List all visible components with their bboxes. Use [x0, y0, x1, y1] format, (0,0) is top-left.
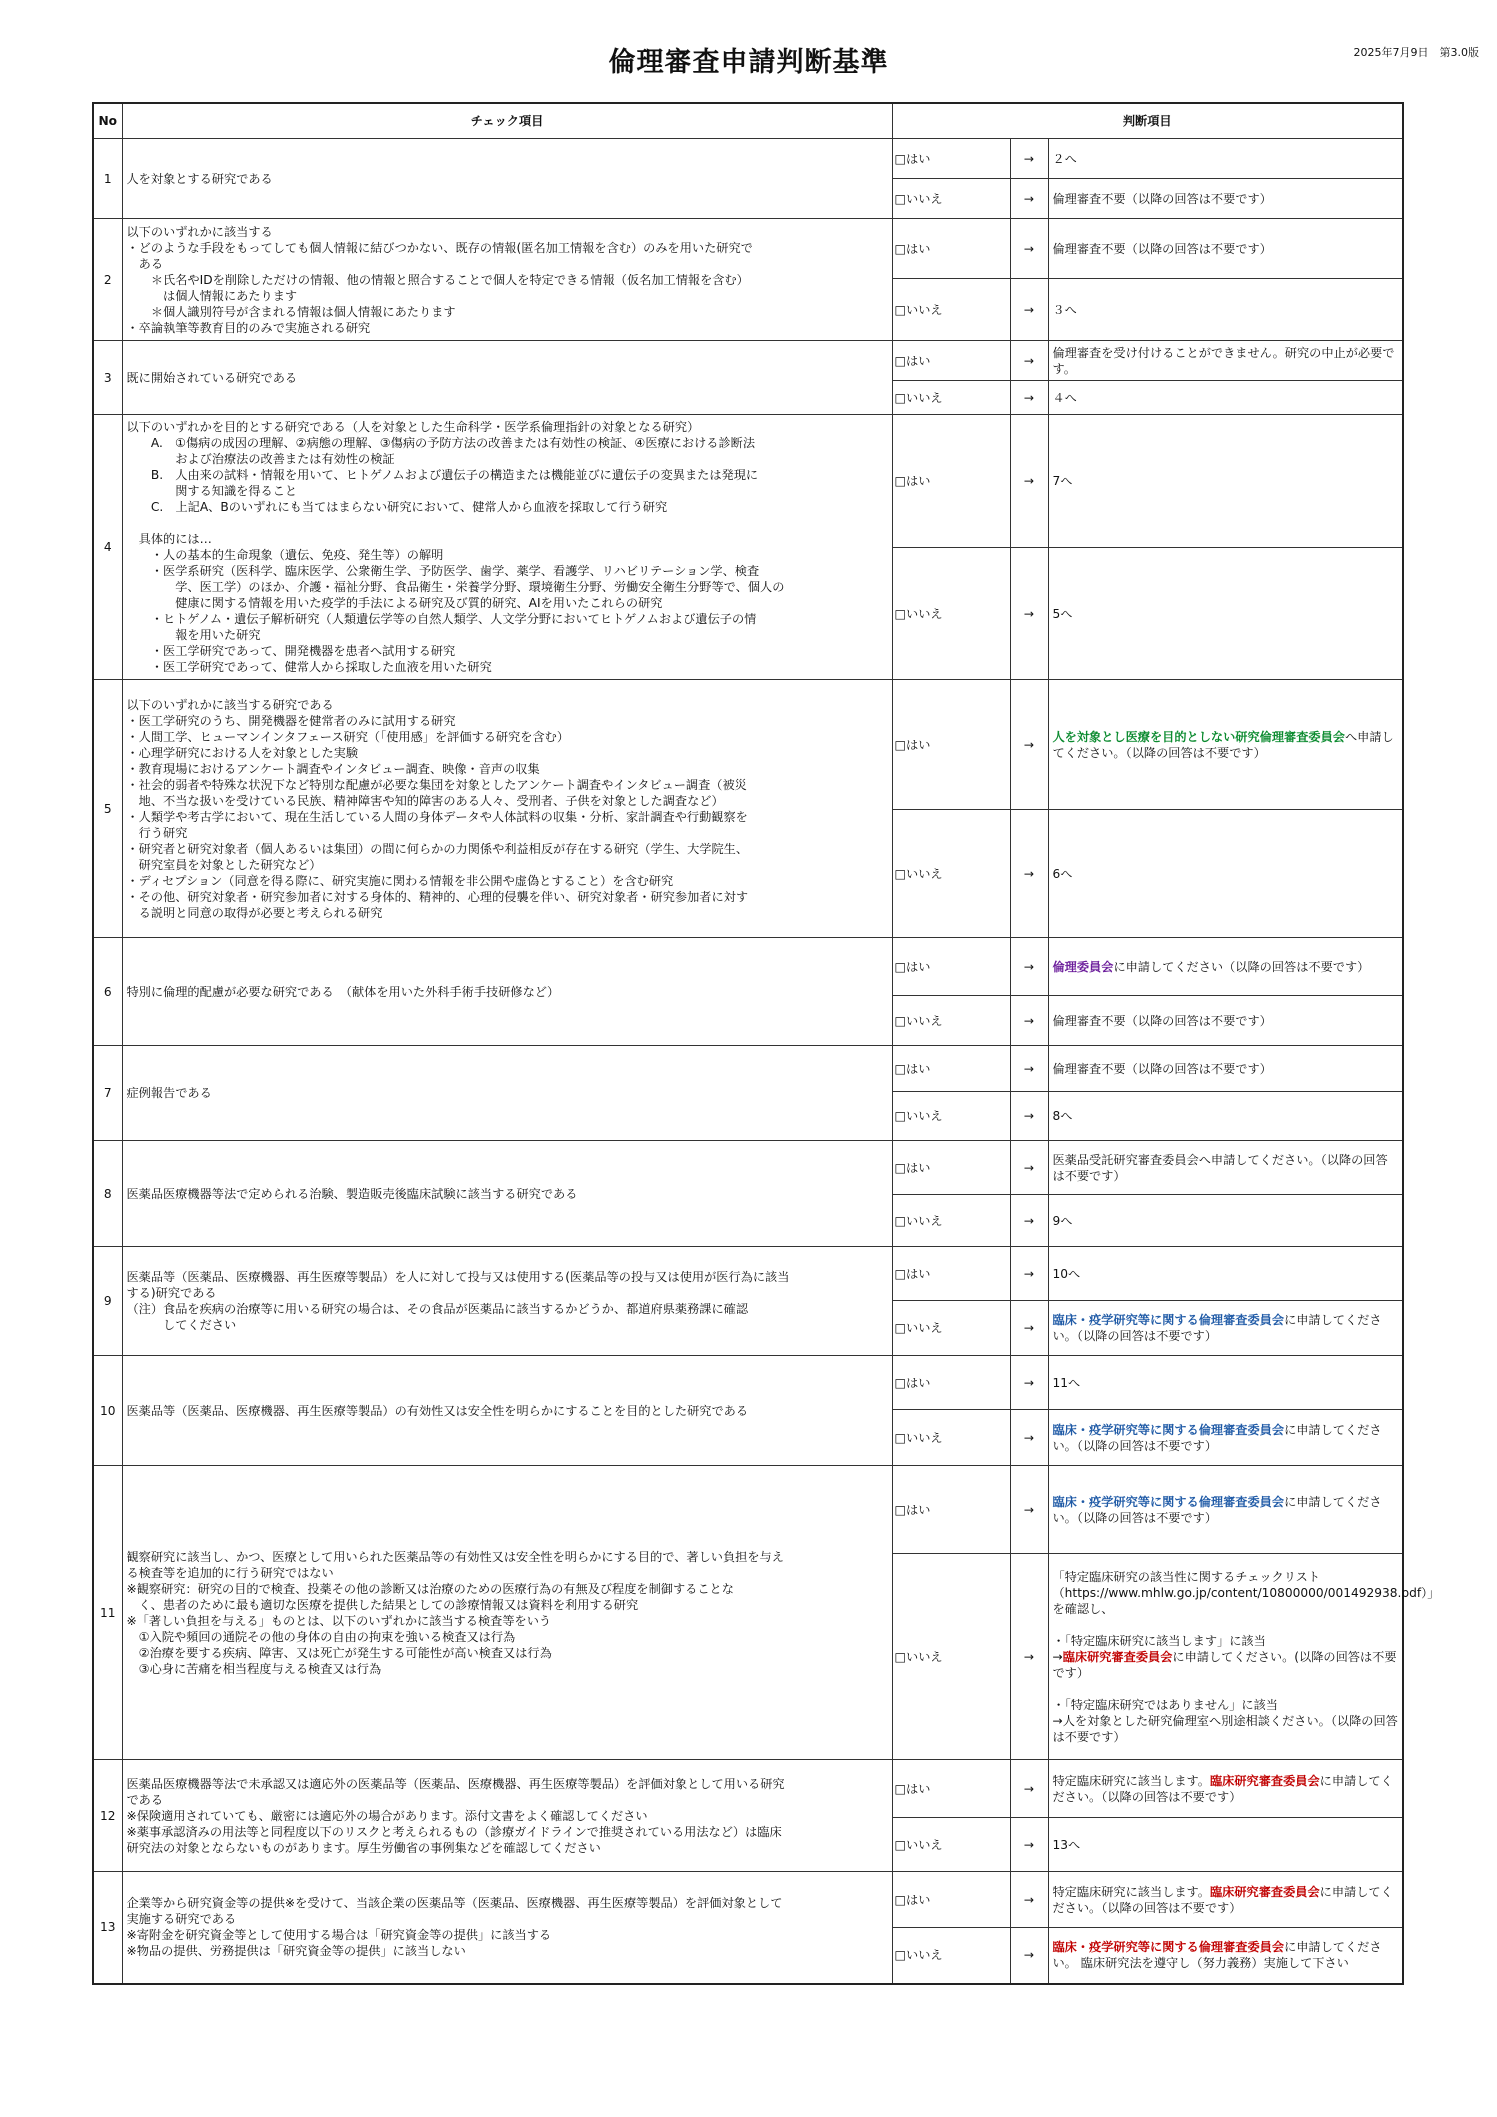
arrow-icon: →: [1010, 1466, 1048, 1554]
check-line: および治療法の改善または有効性の検証: [126, 452, 395, 466]
check-item: [122, 680, 892, 938]
committee-name: 臨床・疫学研究等に関する倫理審査委員会: [1052, 1313, 1285, 1327]
committee-name: 臨床・疫学研究等に関する倫理審査委員会: [1052, 1940, 1285, 1955]
result-cell: [1048, 1466, 1403, 1554]
check-line: C. 上記A、Bのいずれにも当てはまらない研究において、健常人から血液を採取して行う研究: [126, 500, 668, 514]
result-cell: [1048, 415, 1403, 548]
yes-checkbox[interactable]: □はい: [892, 415, 1010, 548]
arrow-icon: →: [1010, 1818, 1048, 1872]
result-line: [1053, 1633, 1399, 1649]
check-line: ・心理学研究における人を対象とした実験: [126, 745, 359, 760]
arrow-icon: →: [1010, 548, 1048, 680]
yes-checkbox[interactable]: □はい: [892, 1760, 1010, 1818]
check-line: 研究室員を対象とした研究など）: [126, 857, 322, 872]
check-line: B. 人由来の試料・情報を用いて、ヒトゲノムおよび遺伝子の構造または機能並びに遺伝子の変異または発現に: [126, 468, 759, 482]
check-line: る説明と同意の取得が必要と考えられる研究: [126, 905, 383, 920]
yes-checkbox[interactable]: □はい: [892, 680, 1010, 810]
check-line: ＊個人識別符号が含まれる情報は個人情報にあたります: [126, 304, 456, 319]
result-cell: [1048, 179, 1403, 219]
arrow-icon: →: [1010, 996, 1048, 1046]
check-item: [122, 1466, 892, 1760]
item-number: 13: [93, 1872, 122, 1984]
result-cell: [1048, 1872, 1403, 1928]
check-item: [122, 1046, 892, 1141]
check-line: 具体的には…: [126, 532, 212, 546]
check-line: 医薬品医療機器等法で定められる治験、製造販売後臨床試験に該当する研究である: [126, 1186, 578, 1201]
yes-checkbox[interactable]: □はい: [892, 1247, 1010, 1301]
check-line: 報を用いた研究: [126, 628, 261, 642]
result-text: →人を対象とした研究倫理室へ別途相談ください。（以降の回答は不要です）: [1052, 1713, 1398, 1744]
result-cell: [1048, 1818, 1403, 1872]
header-no: No: [93, 103, 122, 139]
table-row: [93, 415, 1403, 548]
check-line: ・医学系研究（医科学、臨床医学、公衆衛生学、予防医学、歯学、薬学、看護学、リハビリテーション学、検査: [126, 564, 760, 578]
check-line: ※保険適用されていても、厳密には適応外の場合があります。添付文書をよく確認してください: [126, 1808, 648, 1823]
result-cell: [1048, 1195, 1403, 1247]
result-cell: [1048, 1356, 1403, 1410]
table-row: [93, 139, 1403, 179]
result-text: 医薬品受託研究審査委員会へ申請してください。（以降の回答は不要です）: [1052, 1152, 1388, 1183]
result-text: 倫理審査不要（以降の回答は不要です）: [1052, 1013, 1272, 1028]
check-line: ※寄附金を研究資金等として使用する場合は「研究資金等の提供」に該当する: [126, 1928, 552, 1943]
item-number: 9: [93, 1247, 122, 1356]
spacer: [1053, 1681, 1399, 1697]
result-text: ３へ: [1052, 302, 1077, 317]
check-item: [122, 1760, 892, 1872]
check-line: ・卒論執筆等教育目的のみで実施される研究: [126, 320, 371, 335]
result-cell: [1048, 1928, 1403, 1984]
result-text: 特定臨床研究に該当します。: [1052, 1773, 1210, 1788]
check-item: [122, 938, 892, 1046]
item-number: 10: [93, 1356, 122, 1466]
table-row: [93, 1356, 1403, 1410]
result-line: [1052, 1569, 1440, 1617]
arrow-icon: →: [1010, 1046, 1048, 1092]
result-cell: [1048, 548, 1403, 680]
check-line: 以下のいずれかに該当する: [126, 224, 273, 239]
arrow-icon: →: [1010, 1410, 1048, 1466]
result-cell: [1048, 996, 1403, 1046]
check-line: ・教育現場におけるアンケート調査やインタビュー調査、映像・音声の収集: [126, 761, 540, 776]
arrow-icon: →: [1010, 1554, 1048, 1760]
check-line: 特別に倫理的配慮が必要な研究である （献体を用いた外科手術手技研修など）: [126, 984, 560, 999]
check-line: 症例報告である: [126, 1086, 212, 1100]
result-cell: [1048, 341, 1403, 381]
result-text: に申請してください。 臨床研究法を遵守し（努力義務）実施して下さい: [1052, 1940, 1382, 1971]
no-checkbox[interactable]: □いいえ: [892, 279, 1010, 341]
result-cell: [1048, 1760, 1403, 1818]
check-line: ・ヒトゲノム・遺伝子解析研究（人類遺伝学等の自然人類学、人文学分野においてヒトゲノムおよび遺伝子の情: [126, 612, 757, 626]
no-checkbox[interactable]: □いいえ: [892, 1092, 1010, 1141]
yes-checkbox[interactable]: □はい: [892, 219, 1010, 279]
check-line: 以下のいずれかを目的とする研究である（人を対象とした生命科学・医学系倫理指針の対象となる研究）: [126, 420, 700, 434]
check-line: ・どのような手段をもってしても個人情報に結びつかない、既存の情報(匿名加工情報を含む）のみを用いた研究で: [126, 240, 753, 255]
check-line: 医薬品医療機器等法で未承認又は適応外の医薬品等（医薬品、医療機器、再生医療等製品）を評価対象として用いる研究: [126, 1776, 785, 1791]
check-line: 行う研究: [126, 825, 188, 840]
header-judge: 判断項目: [892, 103, 1403, 139]
no-checkbox[interactable]: □いいえ: [892, 179, 1010, 219]
check-line: ・研究者と研究対象者（個人あるいは集団）の間に何らかの力関係や利益相反が存在する研究（学生、大学院生、: [126, 841, 749, 856]
result-text: 7へ: [1052, 474, 1073, 488]
arrow-icon: →: [1010, 341, 1048, 381]
no-checkbox[interactable]: □いいえ: [892, 1410, 1010, 1466]
arrow-icon: →: [1010, 810, 1048, 938]
result-text: に申請してください。（以降の回答は不要です）: [1052, 1313, 1382, 1343]
check-line: ※観察研究：研究の目的で検査、投薬その他の診断又は治療のための医療行為の有無及び程度を制御することな: [126, 1581, 734, 1596]
check-item: [122, 219, 892, 341]
arrow-icon: →: [1010, 1092, 1048, 1141]
check-item: [122, 415, 892, 680]
result-cell: [1048, 1141, 1403, 1195]
arrow-icon: →: [1010, 1195, 1048, 1247]
result-text: に申請してください。（以降の回答は不要です）: [1052, 1884, 1393, 1915]
check-line: ・人類学や考古学において、現在生活している人間の身体データや人体試料の収集・分析、家計調査や行動観察を: [126, 809, 748, 824]
no-checkbox[interactable]: □いいえ: [892, 1818, 1010, 1872]
committee-name: 人を対象とし医療を目的としない研究倫理審査委員会: [1052, 729, 1345, 744]
result-cell: [1048, 1410, 1403, 1466]
result-cell: [1048, 938, 1403, 996]
page-title: 倫理審査申請判断基準: [608, 47, 889, 78]
yes-checkbox[interactable]: □はい: [892, 1141, 1010, 1195]
result-text: 5へ: [1052, 606, 1073, 621]
committee-name: 臨床・疫学研究等に関する倫理審査委員会: [1052, 1422, 1285, 1437]
check-item: [122, 1247, 892, 1356]
table-row: [93, 938, 1403, 996]
result-text: に申請してください。（以降の回答は不要です）: [1052, 1494, 1382, 1525]
check-line: してください: [126, 1318, 237, 1332]
item-number: 3: [93, 341, 122, 415]
check-line: ・医工学研究のうち、開発機器を健常者のみに試用する研究: [126, 713, 456, 728]
check-line: 医薬品等（医薬品、医療機器、再生医療等製品）を人に対して投与又は使用する(医薬品等の投与又は使用が医行為に該当: [126, 1270, 790, 1284]
check-line: ※「著しい負担を与える」ものとは、以下のいずれかに該当する検査等をいう: [126, 1613, 552, 1628]
arrow-icon: →: [1010, 415, 1048, 548]
result-line: [1053, 1649, 1399, 1681]
check-line: ②治療を要する疾病、障害、又は死亡が発生する可能性が高い検査又は行為: [126, 1645, 552, 1660]
item-number: 4: [93, 415, 122, 680]
item-number: 6: [93, 938, 122, 1046]
result-text: 特定臨床研究に該当します。: [1052, 1884, 1210, 1899]
spacer: [1053, 1617, 1399, 1633]
no-checkbox[interactable]: □いいえ: [892, 1554, 1010, 1760]
no-checkbox[interactable]: □いいえ: [892, 548, 1010, 680]
check-line: ・人の基本的生命現象（遺伝、免疫、発生等）の解明: [126, 548, 444, 562]
result-text: ・「特定臨床研究ではありません」に該当: [1052, 1697, 1278, 1712]
check-line: ③心身に苦痛を相当程度与える検査又は行為: [126, 1661, 382, 1676]
result-text: →: [1052, 1649, 1063, 1664]
result-text: 倫理審査不要（以降の回答は不要です）: [1052, 191, 1272, 206]
item-number: 2: [93, 219, 122, 341]
result-text: に申請してください。（以降の回答は不要です）: [1052, 1773, 1393, 1804]
item-number: 8: [93, 1141, 122, 1247]
arrow-icon: →: [1010, 938, 1048, 996]
table-row: [93, 1760, 1403, 1818]
no-checkbox[interactable]: □いいえ: [892, 810, 1010, 938]
check-item: [122, 1141, 892, 1247]
result-text: ４へ: [1052, 390, 1077, 405]
no-checkbox[interactable]: □いいえ: [892, 1928, 1010, 1984]
check-line: である: [126, 1792, 164, 1807]
result-text: 10へ: [1052, 1266, 1081, 1281]
yes-checkbox[interactable]: □はい: [892, 1046, 1010, 1092]
check-item: [122, 341, 892, 415]
result-cell: [1048, 1247, 1403, 1301]
table-row: [93, 1466, 1403, 1554]
result-line: [1053, 1713, 1399, 1745]
check-line: ・人間工学、ヒューマンインタフェース研究（「使用感」を評価する研究を含む）: [126, 729, 570, 744]
result-cell: [1048, 1092, 1403, 1141]
check-line: 既に開始されている研究である: [126, 370, 298, 385]
arrow-icon: →: [1010, 381, 1048, 415]
table-row: [93, 341, 1403, 381]
check-item: [122, 139, 892, 219]
result-cell: [1048, 381, 1403, 415]
result-text: 倫理審査不要（以降の回答は不要です）: [1052, 241, 1272, 256]
check-line: ・医工学研究であって、開発機器を患者へ試用する研究: [126, 644, 456, 658]
table-row: [93, 1872, 1403, 1928]
check-line: 人を対象とする研究である: [126, 171, 273, 186]
check-line: ・医工学研究であって、健常人から採取した血液を用いた研究: [126, 660, 492, 674]
result-text: 11へ: [1052, 1375, 1081, 1390]
no-checkbox[interactable]: □いいえ: [892, 1301, 1010, 1356]
committee-name: 臨床研究審査委員会: [1062, 1649, 1173, 1664]
check-line: ※薬事承認済みの用法等と同程度以下のリスクと考えられるもの（診療ガイドラインで推奨されている用法など）は臨床: [126, 1824, 782, 1839]
check-line: る検査等を追加的に行う研究ではない: [126, 1565, 334, 1580]
item-number: 1: [93, 139, 122, 219]
arrow-icon: →: [1010, 1356, 1048, 1410]
result-cell: [1048, 810, 1403, 938]
table-header-row: [93, 103, 1403, 139]
check-line: （注）食品を疾病の治療等に用いる研究の場合は、その食品が医薬品に該当するかどうか、都道府県薬務課に確認: [126, 1302, 749, 1316]
check-line: ある: [126, 256, 164, 271]
check-line: ①入院や頻回の通院その他の身体の自由の拘束を強いる検査又は行為: [126, 1629, 516, 1644]
arrow-icon: →: [1010, 1301, 1048, 1356]
check-line: ＊氏名やIDを削除しただけの情報、他の情報と照合することで個人を特定できる情報（仮名加工情報を含む）: [126, 272, 749, 287]
result-cell: [1048, 139, 1403, 179]
arrow-icon: →: [1010, 179, 1048, 219]
check-line: [127, 515, 888, 531]
yes-checkbox[interactable]: □はい: [892, 1872, 1010, 1928]
arrow-icon: →: [1010, 139, 1048, 179]
arrow-icon: →: [1010, 1247, 1048, 1301]
item-number: 11: [93, 1466, 122, 1760]
result-text: に申請してください。（以降の回答は不要です）: [1052, 1422, 1382, 1453]
check-line: A. ①傷病の成因の理解、②病態の理解、③傷病の予防方法の改善または有効性の検証、④医療における診断法: [126, 436, 756, 450]
table-row: [93, 1141, 1403, 1195]
arrow-icon: →: [1010, 219, 1048, 279]
check-line: 研究法の対象とならないものがあります。厚生労働省の事例集などを確認してください: [126, 1840, 601, 1855]
header-check: チェック項目: [122, 103, 892, 139]
result-text: ２へ: [1052, 151, 1077, 166]
check-line: ※物品の提供、労務提供は「研究資金等の提供」に該当しない: [126, 1944, 466, 1959]
check-item: [122, 1356, 892, 1466]
check-line: ・その他、研究対象者・研究参加者に対する身体的、精神的、心理的侵襲を伴い、研究対象者・研究参加者に対す: [126, 889, 749, 904]
arrow-icon: →: [1010, 1760, 1048, 1818]
check-line: 観察研究に該当し、かつ、医療として用いられた医薬品等の有効性又は安全性を明らかにする目的で、著しい負担を与え: [126, 1549, 784, 1564]
date-version: 2025年7月9日 第3.0版: [1353, 46, 1479, 59]
yes-checkbox[interactable]: □はい: [892, 139, 1010, 179]
table-row: [93, 1247, 1403, 1301]
no-checkbox[interactable]: □いいえ: [892, 996, 1010, 1046]
check-line: 地、不当な扱いを受けている民族、精神障害や知的障害のある人々、受刑者、子供を対象とした調査など）: [126, 793, 724, 808]
check-line: 関する知識を得ること: [126, 484, 298, 498]
result-cell: [1048, 1301, 1403, 1356]
check-line: く、患者のために最も適切な医療を提供した結果としての診療情報又は資料を利用する研究: [126, 1597, 639, 1612]
check-line: 以下のいずれかに該当する研究である: [126, 697, 334, 712]
result-cell: [1048, 279, 1403, 341]
result-text: に申請してください。(以降の回答は不要です）: [1052, 1649, 1397, 1680]
arrow-icon: →: [1010, 1928, 1048, 1984]
check-line: 企業等から研究資金等の提供※を受けて、当該企業の医薬品等（医薬品、医療機器、再生医療等製品）を評価対象として: [126, 1896, 783, 1911]
item-number: 7: [93, 1046, 122, 1141]
result-text: 6へ: [1052, 866, 1073, 881]
result-text: 「特定臨床研究の該当性に関するチェックリスト（https://www.mhlw.go.jp/content/10800000/001492938.pdf）」を確認し、: [1052, 1569, 1440, 1616]
result-text: ・「特定臨床研究に該当します」に該当: [1052, 1633, 1266, 1648]
result-text: 13へ: [1052, 1837, 1081, 1852]
arrow-icon: →: [1010, 1141, 1048, 1195]
check-line: 学、医工学）のほか、介護・福祉分野、食品衛生・栄養学分野、環境衛生分野、労働安全衛生分野等で、個人の: [126, 580, 785, 594]
yes-checkbox[interactable]: □はい: [892, 938, 1010, 996]
check-line: ・ディセプション（同意を得る際に、研究実施に関わる情報を非公開や虚偽とすること）を含む研究: [126, 873, 674, 888]
check-item: [122, 1872, 892, 1984]
no-checkbox[interactable]: □いいえ: [892, 381, 1010, 415]
yes-checkbox[interactable]: □はい: [892, 341, 1010, 381]
yes-checkbox[interactable]: □はい: [892, 1466, 1010, 1554]
result-text: へ申請してください。（以降の回答は不要です）: [1052, 729, 1394, 760]
result-cell: [1048, 680, 1403, 810]
committee-name: 臨床研究審査委員会: [1209, 1884, 1320, 1899]
check-line: ・社会的弱者や特殊な状況下など特別な配慮が必要な集団を対象としたアンケート調査やインタビュー調査（被災: [126, 777, 747, 792]
result-text: 倫理審査を受け付けることができません。研究の中止が必要です。: [1052, 345, 1395, 376]
item-number: 5: [93, 680, 122, 938]
arrow-icon: →: [1010, 279, 1048, 341]
check-line: する)研究である: [126, 1286, 217, 1300]
check-line: 医薬品等（医薬品、医療機器、再生医療等製品）の有効性又は安全性を明らかにすることを目的とした研究である: [126, 1403, 749, 1418]
result-line: [1053, 1697, 1399, 1713]
committee-name: 倫理委員会: [1052, 959, 1114, 974]
table-row: [93, 680, 1403, 810]
arrow-icon: →: [1010, 680, 1048, 810]
criteria-table: [92, 102, 1440, 1985]
check-line: は個人情報にあたります: [126, 288, 298, 303]
result-cell: [1048, 1554, 1440, 1760]
result-text: に申請してください（以降の回答は不要です）: [1113, 959, 1370, 974]
result-text: 倫理審査不要（以降の回答は不要です）: [1052, 1061, 1272, 1076]
no-checkbox[interactable]: □いいえ: [892, 1195, 1010, 1247]
table-row: [93, 219, 1403, 279]
yes-checkbox[interactable]: □はい: [892, 1356, 1010, 1410]
table-row: [93, 1046, 1403, 1092]
committee-name: 臨床・疫学研究等に関する倫理審査委員会: [1052, 1494, 1285, 1509]
arrow-icon: →: [1010, 1872, 1048, 1928]
result-cell: [1048, 1046, 1403, 1092]
result-cell: [1048, 219, 1403, 279]
committee-name: 臨床研究審査委員会: [1209, 1773, 1320, 1788]
check-line: 健康に関する情報を用いた疫学的手法による研究及び質的研究、AIを用いたこれらの研究: [126, 596, 663, 610]
check-line: 実施する研究である: [126, 1912, 237, 1927]
result-text: 8へ: [1052, 1109, 1073, 1123]
result-text: 9へ: [1052, 1213, 1073, 1228]
item-number: 12: [93, 1760, 122, 1872]
